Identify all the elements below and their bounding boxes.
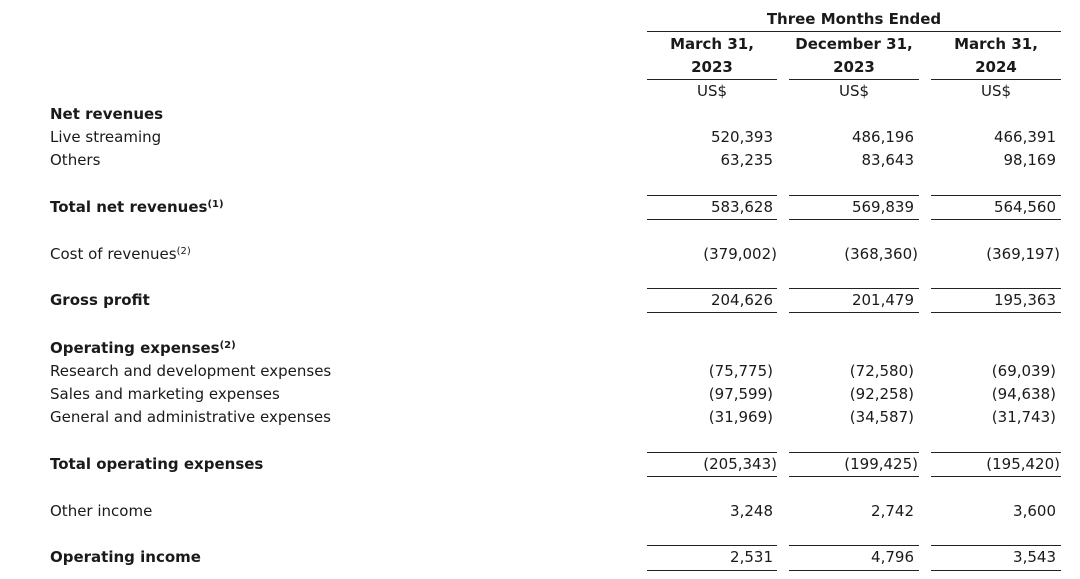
operating-income-topline-col2 xyxy=(789,545,919,546)
col2-header-line1: December 31, xyxy=(795,35,913,53)
cost-of-revenues-value-col3: (369,197) xyxy=(986,245,1060,263)
others-value-col2: 83,643 xyxy=(861,151,914,169)
operating-income-topline-col3 xyxy=(931,545,1061,546)
footnote-ref: (2) xyxy=(219,340,236,351)
total-net-revenues-value-col3: 564,560 xyxy=(993,198,1056,216)
sales-marketing-label: Sales and marketing expenses xyxy=(50,385,280,403)
total-net-revenues-underline-col2 xyxy=(789,219,919,220)
rnd-expenses-value-col3: (69,039) xyxy=(991,362,1056,380)
col1-currency: US$ xyxy=(696,82,728,100)
gross-profit-label: Gross profit xyxy=(50,291,150,309)
total-opex-underline-col2 xyxy=(789,476,919,477)
total-net-revenues-underline-col1 xyxy=(647,219,777,220)
gross-profit-topline-col2 xyxy=(789,288,919,289)
cost-of-revenues-value-col1: (379,002) xyxy=(703,245,777,263)
col2-header-underline xyxy=(789,79,919,80)
live-streaming-value-col3: 466,391 xyxy=(993,128,1056,146)
live-streaming-label: Live streaming xyxy=(50,128,162,146)
total-net-revenues-label: Total net revenues$^{(1)}$ xyxy=(50,198,224,216)
col3-currency: US$ xyxy=(980,82,1012,100)
col3-header-underline xyxy=(931,79,1061,80)
sales-marketing-value-col2: (92,258) xyxy=(849,385,914,403)
gross-profit-underline-col2 xyxy=(789,312,919,313)
total-net-revenues-topline-col2 xyxy=(789,195,919,196)
operating-income-underline-col2 xyxy=(789,570,919,571)
other-income-value-col3: 3,600 xyxy=(1013,502,1056,520)
others-value-col1: 63,235 xyxy=(720,151,773,169)
gna-expenses-label: General and administrative expenses xyxy=(50,408,331,426)
total-net-revenues-value-col1: 583,628 xyxy=(710,198,773,216)
operating-income-value-col3: 3,543 xyxy=(1013,548,1056,566)
total-opex-topline-col1 xyxy=(647,452,777,453)
sales-marketing-value-col1: (97,599) xyxy=(708,385,773,403)
col1-header-line1: March 31, xyxy=(670,35,754,53)
other-income-label: Other income xyxy=(50,502,153,520)
col3-header-line2: 2024 xyxy=(975,58,1017,76)
col1-header-underline xyxy=(647,79,777,80)
sales-marketing-value-col3: (94,638) xyxy=(991,385,1056,403)
column-group-title: Three Months Ended xyxy=(766,10,942,28)
total-opex-value-col3: (195,420) xyxy=(986,455,1060,473)
others-label: Others xyxy=(50,151,101,169)
operating-expenses-heading: Operating expenses$^{(2)}$ xyxy=(50,339,236,357)
footnote-ref: (2) xyxy=(176,246,191,257)
total-net-revenues-topline-col3 xyxy=(931,195,1061,196)
gna-expenses-value-col1: (31,969) xyxy=(708,408,773,426)
total-opex-topline-col2 xyxy=(789,452,919,453)
rnd-expenses-label: Research and development expenses xyxy=(50,362,332,380)
total-net-revenues-value-col2: 569,839 xyxy=(851,198,914,216)
total-net-revenues-topline-col1 xyxy=(647,195,777,196)
operating-income-value-col1: 2,531 xyxy=(730,548,773,566)
total-opex-underline-col1 xyxy=(647,476,777,477)
total-net-revenues-underline-col3 xyxy=(931,219,1061,220)
others-value-col3: 98,169 xyxy=(1003,151,1056,169)
total-operating-expenses-label: Total operating expenses xyxy=(50,455,264,473)
operating-income-underline-col3 xyxy=(931,570,1061,571)
total-opex-value-col2: (199,425) xyxy=(844,455,918,473)
rnd-expenses-value-col2: (72,580) xyxy=(849,362,914,380)
gross-profit-value-col2: 201,479 xyxy=(851,291,914,309)
rnd-expenses-value-col1: (75,775) xyxy=(708,362,773,380)
live-streaming-value-col1: 520,393 xyxy=(710,128,773,146)
operating-income-underline-col1 xyxy=(647,570,777,571)
live-streaming-value-col2: 486,196 xyxy=(851,128,914,146)
col2-currency: US$ xyxy=(838,82,870,100)
col3-header-line1: March 31, xyxy=(954,35,1038,53)
other-income-value-col2: 2,742 xyxy=(871,502,914,520)
other-income-value-col1: 3,248 xyxy=(730,502,773,520)
net-revenues-heading: Net revenues xyxy=(50,105,164,123)
gna-expenses-value-col3: (31,743) xyxy=(991,408,1056,426)
gna-expenses-value-col2: (34,587) xyxy=(849,408,914,426)
col2-header-line2: 2023 xyxy=(833,58,875,76)
gross-profit-underline-col1 xyxy=(647,312,777,313)
total-opex-value-col1: (205,343) xyxy=(703,455,777,473)
gross-profit-value-col1: 204,626 xyxy=(710,291,773,309)
operating-income-label: Operating income xyxy=(50,548,201,566)
total-opex-underline-col3 xyxy=(931,476,1061,477)
cost-of-revenues-value-col2: (368,360) xyxy=(844,245,918,263)
operating-income-topline-col1 xyxy=(647,545,777,546)
gross-profit-underline-col3 xyxy=(931,312,1061,313)
operating-income-value-col2: 4,796 xyxy=(871,548,914,566)
header-divider xyxy=(647,31,1061,32)
col1-header-line2: 2023 xyxy=(691,58,733,76)
gross-profit-value-col3: 195,363 xyxy=(993,291,1056,309)
footnote-ref: (1) xyxy=(207,199,224,210)
gross-profit-topline-col1 xyxy=(647,288,777,289)
gross-profit-topline-col3 xyxy=(931,288,1061,289)
total-opex-topline-col3 xyxy=(931,452,1061,453)
cost-of-revenues-label: Cost of revenues$^{(2)}$ xyxy=(50,245,191,263)
